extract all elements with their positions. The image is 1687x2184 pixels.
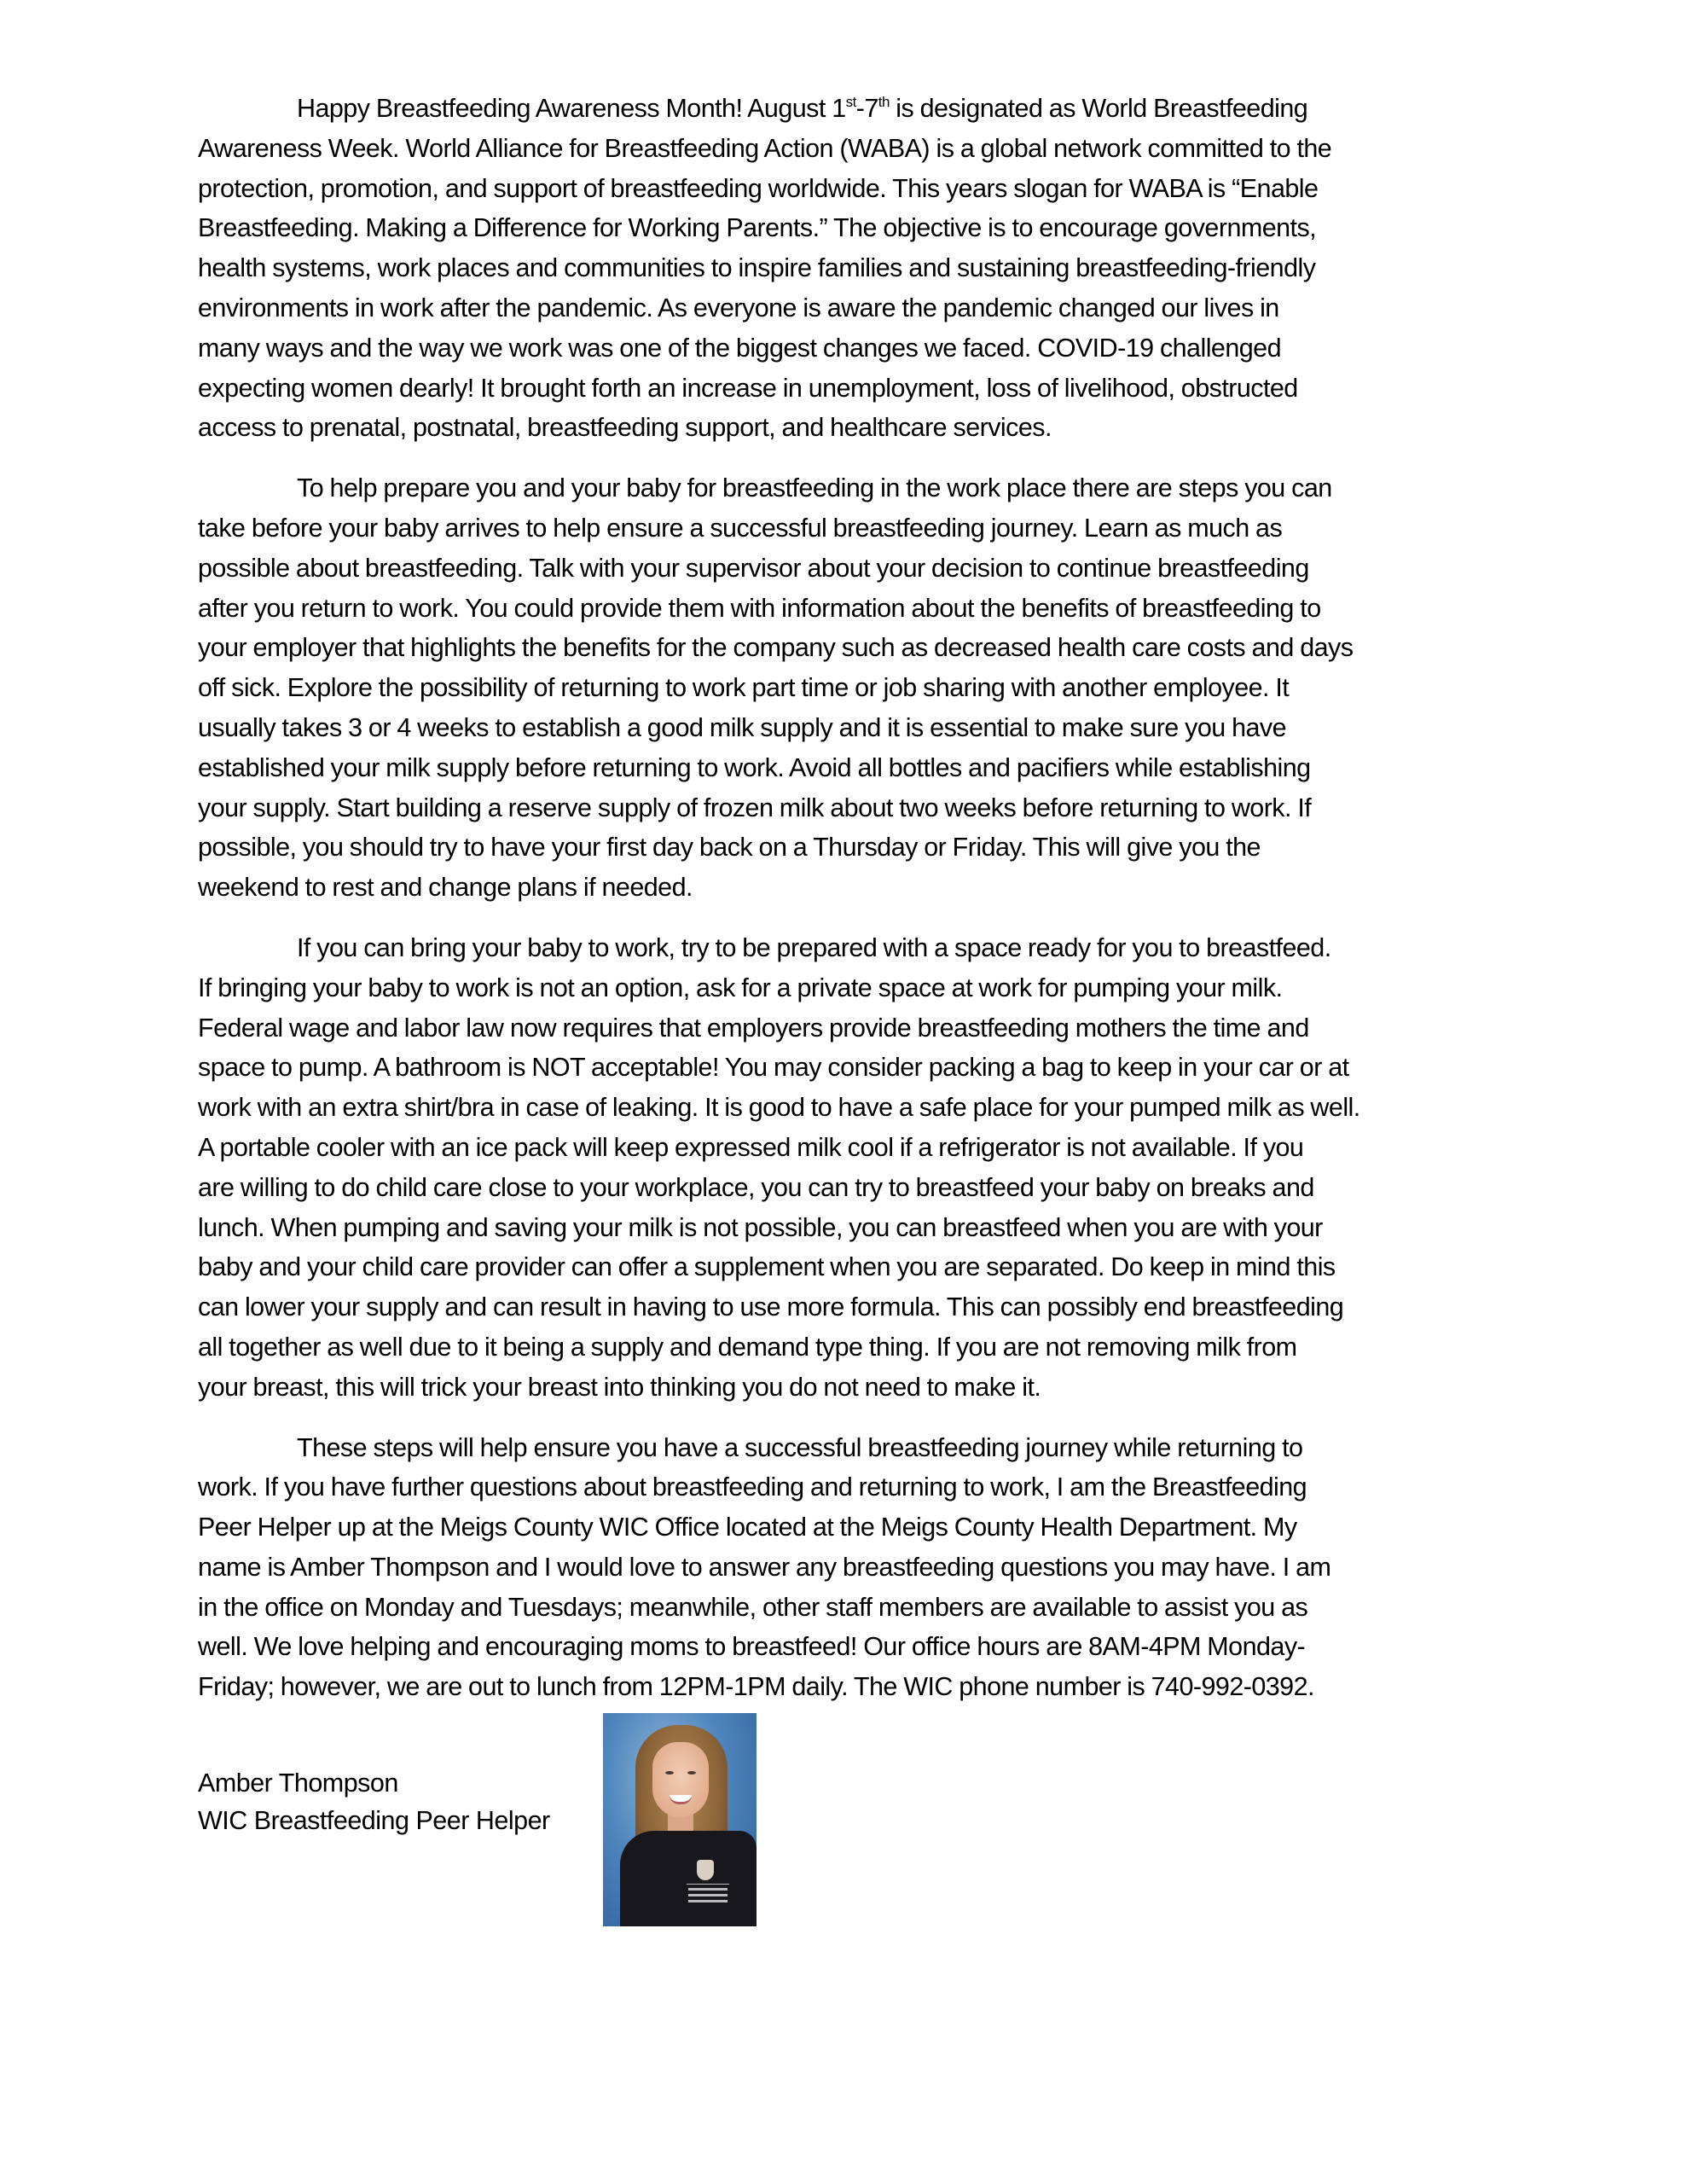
paragraph-at-work [198,928,1494,1408]
text-line [198,89,1494,129]
text-line: These steps will help ensure you have a successful breastfeeding journey while returning to [297,1432,1303,1462]
text-line: If bringing your baby to work is not an option, ask for a private space at work for pumping your milk. [198,973,1283,1002]
text-line: Breastfeeding. Making a Difference for Working Parents.” The objective is to encourage governments, [198,213,1317,243]
text-line: expecting women dearly! It brought forth an increase in unemployment, loss of livelihood, obstructed [198,373,1298,403]
text-line: work with an extra shirt/bra in case of leaking. It is good to have a safe place for your pumped milk as well. [198,1093,1360,1123]
portrait-smile [670,1795,692,1804]
text-line: after you return to work. You could provide them with information about the benefits of breastfeeding to [198,593,1321,623]
shirt-logo-text [687,1884,729,1907]
text-line: your employer that highlights the benefits for the company such as decreased health care costs and days [198,633,1354,663]
text-line: possible, you should try to have your first day back on a Thursday or Friday. This will give you the [198,833,1261,863]
text-line: are willing to do child care close to your workplace, you can try to breastfeed your baby on breaks and [198,1172,1314,1202]
signature-name: Amber Thompson [198,1769,398,1798]
portrait-face [652,1742,709,1817]
superscript-th: th [878,94,890,110]
text-line: weekend to rest and change plans if needed. [198,873,693,903]
text-line: health systems, work places and communities to inspire families and sustaining breastfeeding-friendly [198,253,1316,283]
text-line: protection, promotion, and support of breastfeeding worldwide. This years slogan for WABA is “Enable [198,173,1319,203]
text-line: Awareness Week. World Alliance for Breastfeeding Action (WABA) is a global network committed to the [198,133,1332,163]
letter-body [198,89,1494,1728]
paragraph-contact [198,1428,1494,1708]
text-line: environments in work after the pandemic. As everyone is aware the pandemic changed our lives in [198,293,1279,322]
health-department-logo-icon [697,1860,714,1880]
text-line: Peer Helper up at the Meigs County WIC Office located at the Meigs County Health Department. My [198,1513,1297,1542]
text-line: Friday; however, we are out to lunch from 12PM-1PM daily. The WIC phone number is 740-992-0392. [198,1672,1314,1702]
signature-block [198,1764,550,1839]
text-line: possible about breastfeeding. Talk with your supervisor about your decision to continue breastfeeding [198,553,1309,583]
portrait-photo [603,1713,757,1926]
text-line: lunch. When pumping and saving your milk is not possible, you can breastfeed when you are with your [198,1212,1323,1242]
text-line: well. We love helping and encouraging moms to breastfeed! Our office hours are 8AM-4PM Monday- [198,1632,1306,1662]
portrait-eye [687,1771,696,1774]
text-line: baby and your child care provider can offer a supplement when you are separated. Do keep in mind this [198,1252,1336,1282]
text-line: Federal wage and labor law now requires that employers provide breastfeeding mothers the time and [198,1013,1309,1043]
text-line: name is Amber Thompson and I would love to answer any breastfeeding questions you may have. I am [198,1552,1331,1582]
text-segment: Happy Breastfeeding Awareness Month! August 1 [297,94,846,123]
text-line: can lower your supply and can result in having to use more formula. This can possibly end breastfeeding [198,1292,1344,1322]
text-line: usually takes 3 or 4 weeks to establish a good milk supply and it is essential to make sure you have [198,712,1287,742]
text-line: To help prepare you and your baby for breastfeeding in the work place there are steps you can [297,473,1332,503]
text-line: space to pump. A bathroom is NOT acceptable! You may consider packing a bag to keep in your car or at [198,1053,1349,1083]
paragraph-awareness-month [198,89,1494,448]
text-line: your supply. Start building a reserve supply of frozen milk about two weeks before returning to work. If [198,793,1312,822]
portrait-eye [665,1771,674,1774]
text-line: in the office on Monday and Tuesdays; meanwhile, other staff members are available to assist you as [198,1592,1308,1622]
text-line: A portable cooler with an ice pack will keep expressed milk cool if a refrigerator is not available. If you [198,1132,1304,1162]
portrait-shirt [620,1831,757,1926]
text-line: many ways and the way we work was one of the biggest changes we faced. COVID-19 challenged [198,333,1281,363]
signature-title: WIC Breastfeeding Peer Helper [198,1806,550,1835]
text-line: all together as well due to it being a supply and demand type thing. If you are not removing milk from [198,1332,1297,1362]
text-line: your breast, this will trick your breast into thinking you do not need to make it. [198,1372,1041,1402]
text-line: work. If you have further questions about breastfeeding and returning to work, I am the Breastfeeding [198,1472,1307,1502]
paragraph-prepare [198,468,1494,908]
text-segment: is designated as World Breastfeeding [889,94,1308,123]
text-segment: -7 [855,94,878,123]
text-line: access to prenatal, postnatal, breastfeeding support, and healthcare services. [198,413,1052,443]
text-line: established your milk supply before returning to work. Avoid all bottles and pacifiers while establishing [198,752,1311,782]
text-line: If you can bring your baby to work, try to be prepared with a space ready for you to breastfeed. [297,932,1331,962]
text-line: take before your baby arrives to help ensure a successful breastfeeding journey. Learn as much as [198,513,1283,543]
superscript-st: st [845,94,856,110]
text-line: off sick. Explore the possibility of returning to work part time or job sharing with another employee. It [198,673,1290,703]
